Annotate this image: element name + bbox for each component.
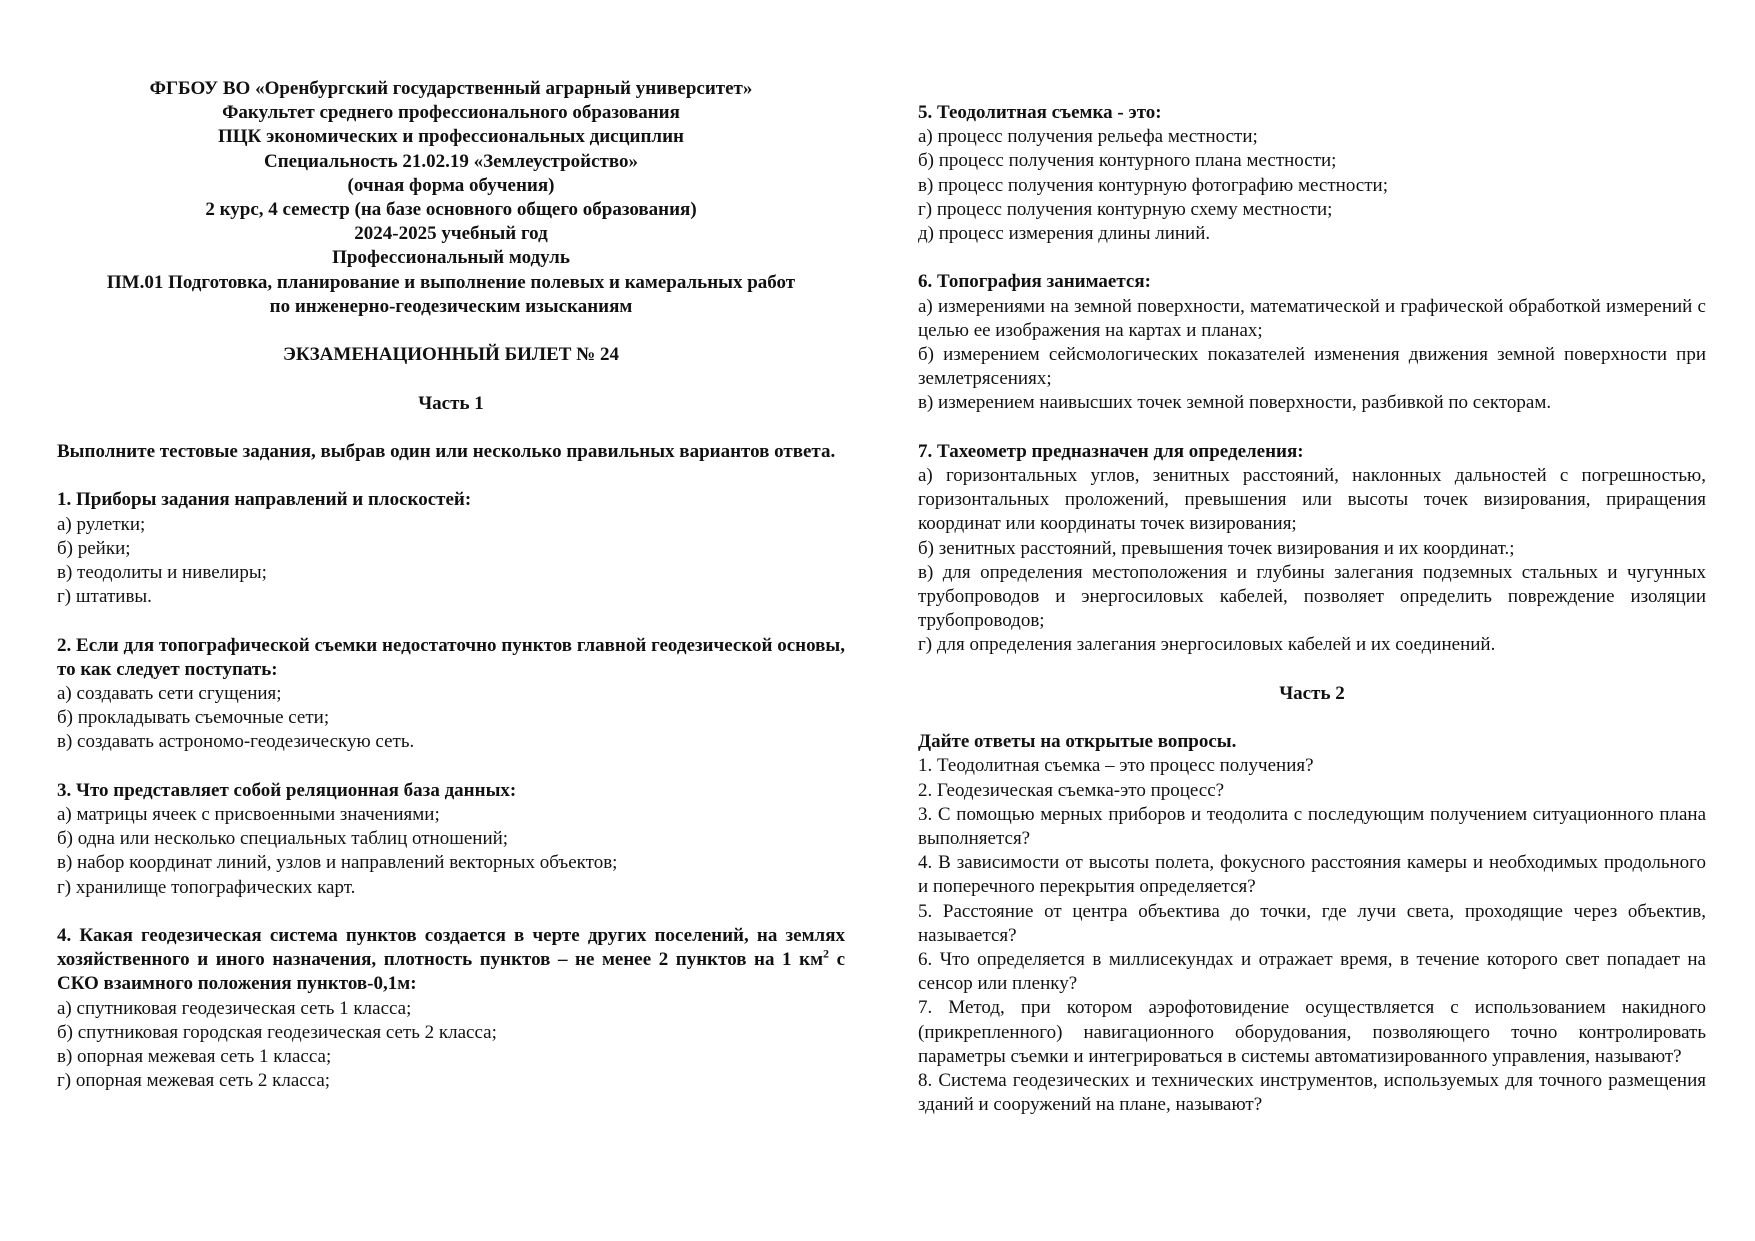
question-1 [57,488,845,609]
question-2 [57,634,845,755]
question-5 [918,101,1706,246]
question-title: 3. Что представляет собой реляционная база данных: [57,779,517,801]
question-4 [57,924,845,1093]
question-3 [57,779,845,900]
header-faculty: Факультет среднего профессионального образования [222,102,680,124]
answer-option: в) теодолиты и нивелиры; [57,562,267,583]
answer-option: г) для определения залегания энергосиловых кабелей и их соединений. [918,634,1496,656]
header-university: ФГБОУ ВО «Оренбургский государственный аграрный университет» [149,78,753,99]
open-question: 5. Расстояние от центра объектива до точки, где лучи света, проходящие через объектив, называется? [918,900,1706,946]
ticket-title: ЭКЗАМЕНАЦИОННЫЙ БИЛЕТ № 24 [282,344,620,366]
answer-option: г) штативы. [57,586,152,608]
answer-option: а) матрицы ячеек с присвоенными значениями; [57,804,440,825]
part1-instruction: Выполните тестовые задания, выбрав один или несколько правильных вариантов ответа. [57,441,836,462]
question-title-text-cont: с СКО взаимного положения пунктов-0,1м: [57,949,846,995]
answer-option: г) опорная межевая сеть 2 класса; [57,1070,331,1092]
answer-option: а) создавать сети сгущения; [57,683,282,704]
answer-option: г) процесс получения контурную схему местности; [918,198,1333,220]
part1-title: Часть 1 [418,392,484,414]
header-module-name-cont: по инженерно-геодезическим изысканиям [269,295,633,317]
header-study-form: (очная форма обучения) [347,174,555,196]
answer-option: а) спутниковая геодезическая сеть 1 класса; [57,997,412,1019]
open-question: 1. Теодолитная съемка – это процесс получения? [918,755,1314,777]
answer-option: а) измерениями на земной поверхности, математической и графической обработкой измерений с целью ее изображения на картах и планах; [918,295,1706,341]
header-module-label: Профессиональный модуль [332,247,570,269]
question-title-text: 4. Какая геодезическая система пунктов создается в черте других поселений, на землях хозяйственного и иного назначения, плотность пунктов – не менее 2 пунктов на 1 км [57,925,845,971]
open-question: 3. С помощью мерных приборов и теодолита с последующим получением ситуационного плана выполняется? [918,803,1706,850]
answer-option: в) для определения местоположения и глубины залегания подземных стальных и чугунных трубопроводов и энергосиловых кабелей, позволяет определить повреждение изоляции трубопроводов; [918,561,1706,632]
open-question: 4. В зависимости от высоты полета, фокусного расстояния камеры и необходимых продольного и поперечного перекрытия определяется? [918,852,1706,898]
answer-option: в) опорная межевая сеть 1 класса; [57,1046,332,1068]
answer-option: а) процесс получения рельефа местности; [918,126,1258,148]
question-7 [918,440,1706,658]
answer-option: в) измерением наивысших точек земной поверхности, разбивкой по секторам. [918,392,1552,414]
answer-option: г) хранилище топографических карт. [57,876,356,898]
answer-option: а) горизонтальных углов, зенитных расстояний, наклонных дальностей с погрешностью, горизонтальных проложений, превышения или высоты точек визирования, приращения координат или координаты точек визирования; [918,465,1706,535]
question-title [57,924,845,997]
question-title: 6. Топография занимается: [918,271,1151,293]
header-course: 2 курс, 4 семестр (на базе основного общего образования) [205,199,697,221]
question-6 [918,270,1706,415]
open-question: 6. Что определяется в миллисекундах и отражает время, в течение которого свет попадает на сенсор или пленку? [918,949,1706,995]
open-questions-list [918,754,1706,1117]
part2-instruction: Дайте ответы на открытые вопросы. [918,731,1237,753]
answer-option: б) прокладывать съемочные сети; [57,707,330,729]
answer-option: б) одна или несколько специальных таблиц отношений; [57,828,509,850]
open-question: 7. Метод, при котором аэрофотовидение осуществляется с использованием накидного (прикрепленного) навигационного оборудования, позволяющего точно контролировать параметры съемки и интегрироваться в системы автоматизированного управления, называют? [918,997,1706,1067]
question-title: 2. Если для топографической съемки недостаточно пунктов главной геодезической основы, то как следует поступать: [57,634,845,680]
answer-option: в) набор координат линий, узлов и направлений векторных объектов; [57,852,618,874]
document-header [57,77,845,319]
question-title: 1. Приборы задания направлений и плоскостей: [57,489,472,511]
answer-option: б) зенитных расстояний, превышения точек визирования и их координат.; [918,537,1515,559]
answer-option: б) процесс получения контурного плана местности; [918,150,1337,172]
header-year: 2024-2025 учебный год [354,223,548,245]
part2-title: Часть 2 [1279,682,1345,704]
answer-option: д) процесс измерения длины линий. [918,223,1211,245]
answer-option: б) спутниковая городская геодезическая сеть 2 класса; [57,1021,497,1043]
open-question: 8. Система геодезических и технических инструментов, используемых для точного размещения зданий и сооружений на плане, называют? [918,1070,1706,1116]
right-column [918,101,1706,1117]
question-title: 5. Теодолитная съемка - это: [918,102,1162,123]
answer-option: в) процесс получения контурную фотографию местности; [918,174,1388,196]
answer-option: б) рейки; [57,537,131,559]
answer-option: а) рулетки; [57,513,146,535]
header-department: ПЦК экономических и профессиональных дисциплин [217,126,684,148]
answer-option: б) измерением сейсмологических показателей изменения движения земной поверхности при землетрясениях; [918,344,1706,390]
header-specialty: Специальность 21.02.19 «Землеустройство» [264,150,638,172]
open-question: 2. Геодезическая съемка-это процесс? [918,779,1225,801]
answer-option: в) создавать астрономо-геодезическую сеть. [57,731,415,753]
question-title: 7. Тахеометр предназначен для определения: [918,440,1304,462]
header-module-name: ПМ.01 Подготовка, планирование и выполнение полевых и камеральных работ [106,271,796,293]
superscript: 2 [823,946,830,961]
left-column [57,77,845,1093]
